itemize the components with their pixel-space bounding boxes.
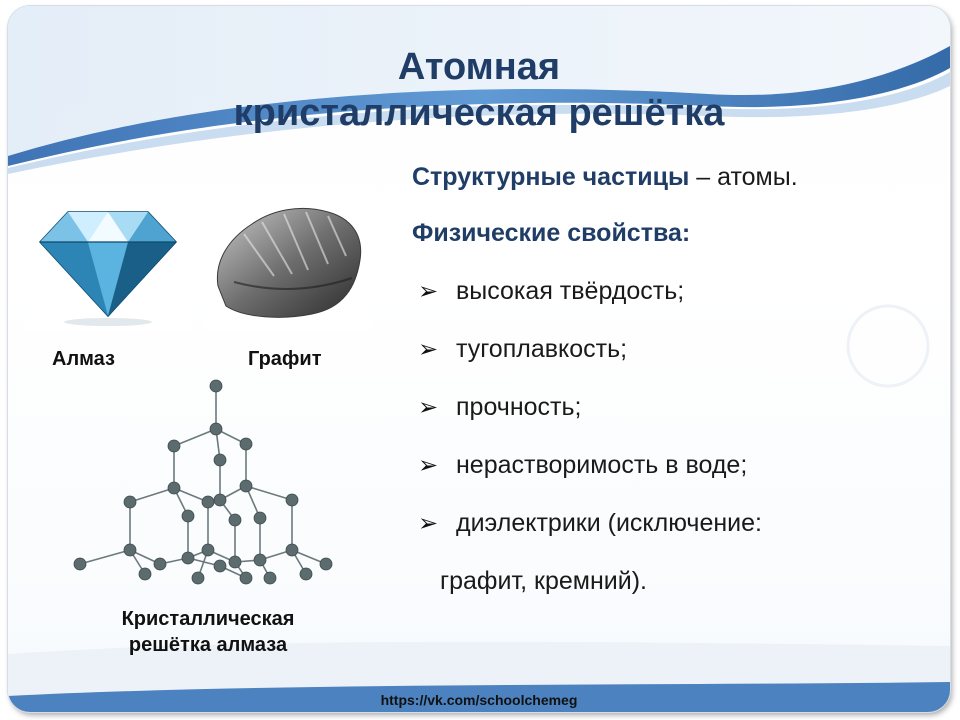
list-item xyxy=(412,446,932,504)
title-line-1: Атомная xyxy=(397,46,561,88)
slide-title xyxy=(8,44,950,136)
lattice-caption-line-1: Кристаллическая xyxy=(121,608,295,630)
list-item-text: тугоплавкость; xyxy=(456,335,628,363)
arrow-bullet-icon: ➢ xyxy=(418,452,439,479)
diamond-lattice-diagram xyxy=(70,374,350,594)
lattice-caption-line-2: решётка алмаза xyxy=(128,634,288,656)
arrow-bullet-icon: ➢ xyxy=(418,510,439,537)
title-line-2: кристаллическая решётка xyxy=(233,92,725,134)
diamond-image xyxy=(24,190,192,330)
particles-value: – атомы. xyxy=(689,163,798,191)
list-item xyxy=(412,272,932,330)
particles-label: Структурные частицы xyxy=(412,163,690,191)
list-item xyxy=(412,330,932,388)
arrow-bullet-icon: ➢ xyxy=(418,278,439,305)
graphite-caption: Графит xyxy=(248,348,322,370)
list-item-text: высокая твёрдость; xyxy=(456,277,685,305)
particles-row xyxy=(412,158,932,214)
graphite-image xyxy=(204,190,372,330)
arrow-bullet-icon: ➢ xyxy=(418,336,439,363)
arrow-bullet-icon: ➢ xyxy=(418,394,439,421)
list-item xyxy=(412,388,932,446)
list-item-text: нерастворимость в воде; xyxy=(456,451,748,479)
list-item-continuation: графит, кремний). xyxy=(440,567,647,595)
footer-url: https://vk.com/schoolchemeg xyxy=(380,692,578,708)
list-item-text: диэлектрики (исключение: xyxy=(456,509,762,537)
diamond-caption: Алмаз xyxy=(52,348,115,370)
lattice-atoms xyxy=(74,380,332,584)
list-item xyxy=(412,504,932,562)
properties-list xyxy=(412,158,932,620)
lattice-caption xyxy=(72,606,344,658)
physical-label: Физические свойства: xyxy=(412,219,691,247)
list-item-text: прочность; xyxy=(456,393,582,421)
physical-properties-heading xyxy=(412,214,932,272)
slide-frame xyxy=(8,6,950,712)
